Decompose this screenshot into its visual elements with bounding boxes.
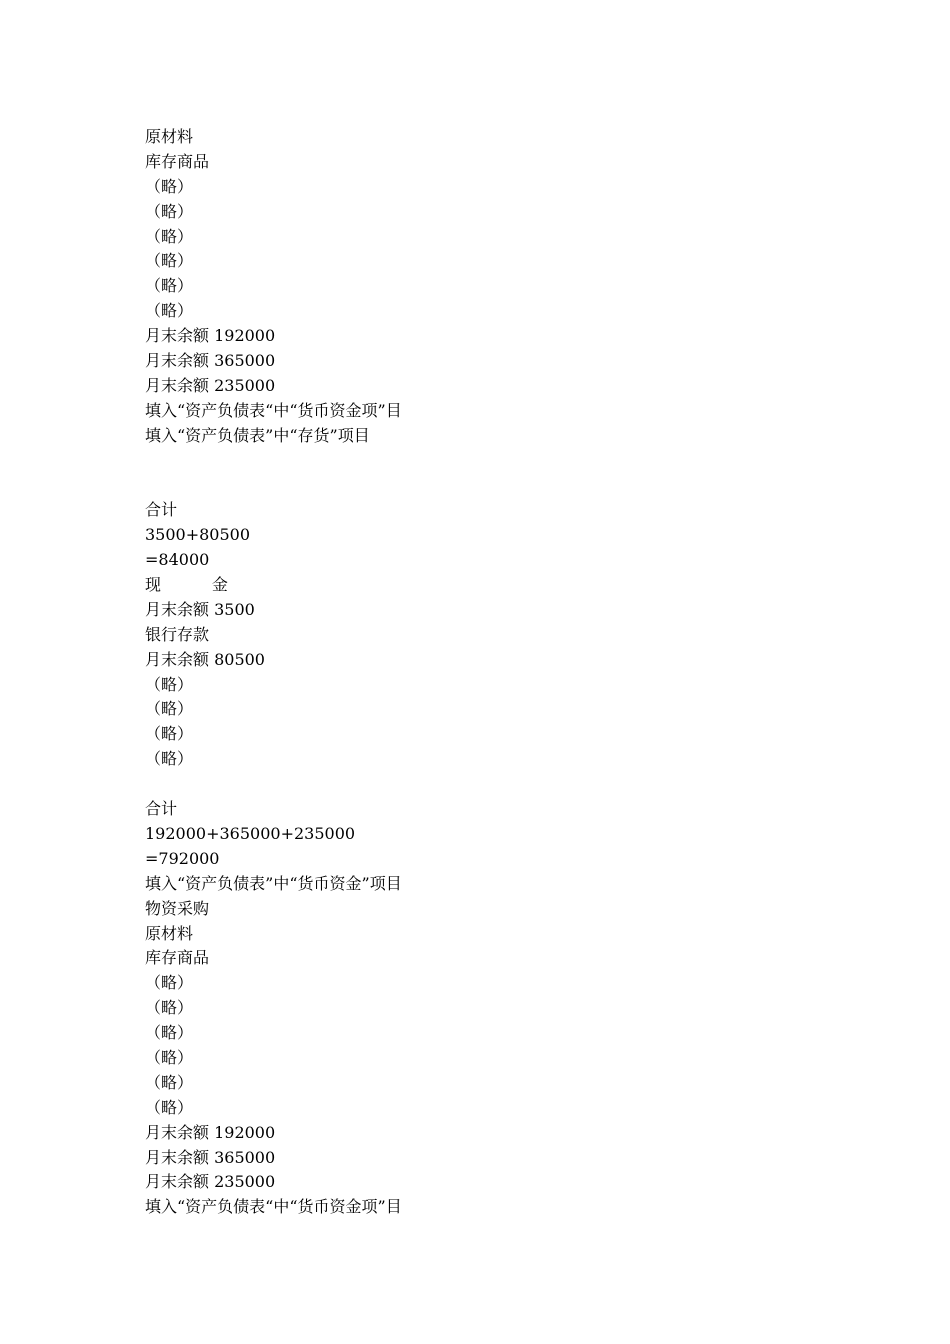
text-line: （略）	[145, 301, 194, 321]
text-line: （略）	[145, 176, 194, 196]
text-line: 银行存款	[145, 624, 210, 644]
text-line: （略）	[145, 276, 194, 296]
blank-line	[145, 449, 845, 474]
text-line: 填入“资产负债表”中“货币资金”项目	[145, 873, 402, 893]
text-line: （略）	[145, 226, 194, 246]
text-line: 月末余额 3500	[145, 599, 255, 619]
text-line: （略）	[145, 998, 194, 1018]
document-body	[145, 125, 845, 1220]
text-line: 库存商品	[145, 948, 210, 968]
text-line: 库存商品	[145, 151, 210, 171]
text-line: （略）	[145, 699, 194, 719]
text-line: 物资采购	[145, 898, 210, 918]
text-line: 原材料	[145, 923, 194, 943]
text-line: 合计	[145, 500, 178, 520]
text-line: 月末余额 192000	[145, 326, 276, 346]
text-line: 填入“资产负债表“中“货币资金项”目	[145, 400, 402, 420]
text-line: 月末余额 192000	[145, 1122, 276, 1142]
text-line: （略）	[145, 1023, 194, 1043]
text-line: （略）	[145, 1047, 194, 1067]
blank-line	[145, 772, 845, 797]
text-line: 月末余额 80500	[145, 649, 265, 669]
text-line: （略）	[145, 201, 194, 221]
blank-line	[145, 473, 845, 498]
text-line: （略）	[145, 1097, 194, 1117]
text-line: （略）	[145, 724, 194, 744]
text-line: 原材料	[145, 127, 194, 146]
text-line: =84000	[145, 550, 210, 570]
text-line: （略）	[145, 1072, 194, 1092]
text-line: =792000	[145, 848, 220, 868]
text-line: 现 金	[145, 575, 228, 595]
text-line: 月末余额 365000	[145, 351, 276, 371]
text-line: 192000+365000+235000	[145, 823, 356, 843]
text-line: （略）	[145, 749, 194, 769]
text-line: （略）	[145, 674, 194, 694]
text-line: 3500+80500	[145, 525, 251, 545]
text-line: 月末余额 235000	[145, 1172, 276, 1192]
text-line: 填入“资产负债表“中“货币资金项”目	[145, 1197, 402, 1217]
text-line: 月末余额 235000	[145, 375, 276, 395]
text-line: 填入“资产负债表”中“存货”项目	[145, 425, 370, 445]
text-line: （略）	[145, 973, 194, 993]
text-line: 合计	[145, 799, 178, 819]
text-line: （略）	[145, 251, 194, 271]
text-line: 月末余额 365000	[145, 1147, 276, 1167]
